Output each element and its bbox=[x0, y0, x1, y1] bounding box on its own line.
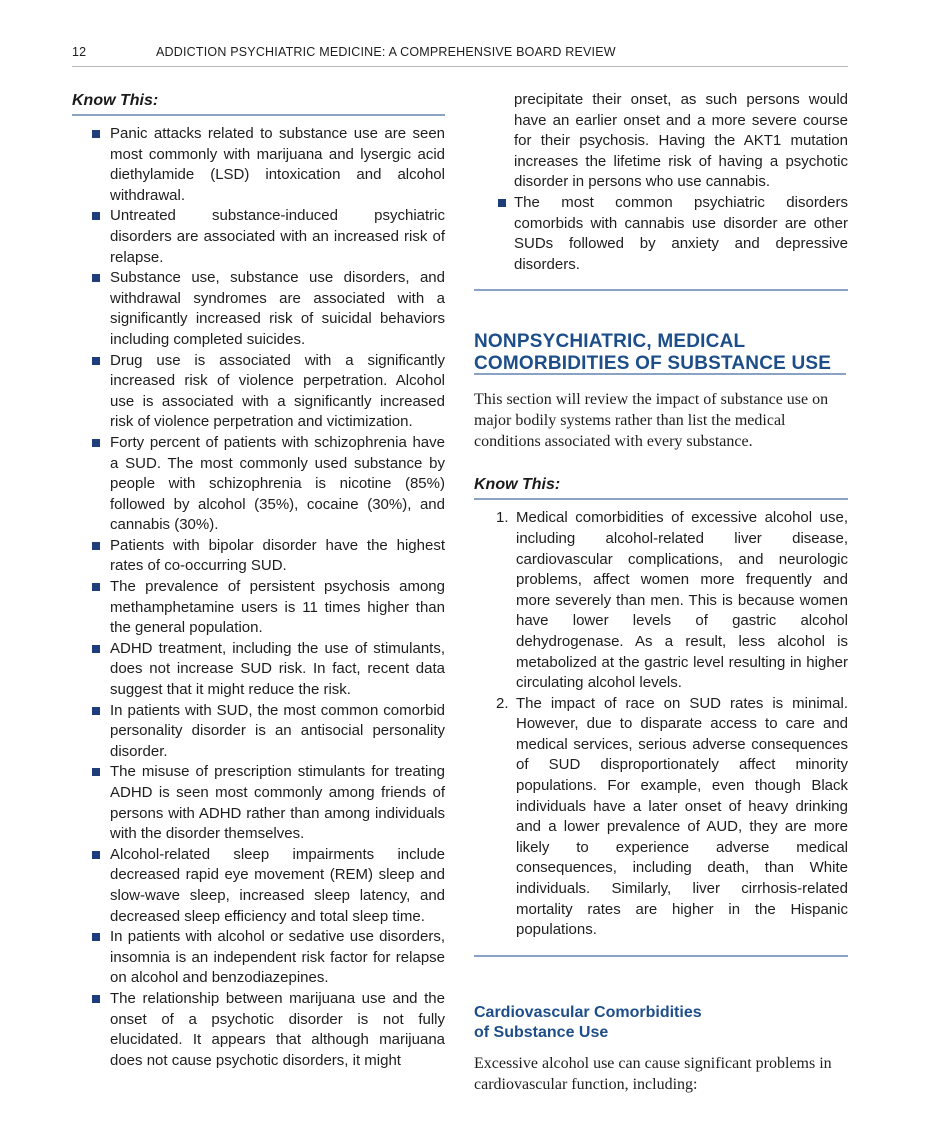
list-item: ADHD treatment, including the use of stimulants, does not increase SUD risk. In fact, recent data suggest that it might reduce the risk. bbox=[72, 639, 445, 701]
square-bullet-icon bbox=[92, 645, 100, 653]
list-item: In patients with SUD, the most common comorbid personality disorder is an antisocial personality disorder. bbox=[72, 701, 445, 763]
running-title: ADDICTION PSYCHIATRIC MEDICINE: A COMPREHENSIVE BOARD REVIEW bbox=[156, 45, 616, 59]
list-item: 2. The impact of race on SUD rates is minimal. However, due to disparate access to care and medical services, serious adverse consequences of SUD disproportionately affect minority populations. For example, even though Black individuals have a later onset of heavy drinking and a lower prevalence of AUD, they are more likely to experience adverse medical consequences, including death, than White individuals. Similarly, liver cirrhosis-related mortality rates are higher in the Hispanic populations. bbox=[496, 694, 848, 939]
square-bullet-icon bbox=[92, 933, 100, 941]
box-bottom-rule bbox=[474, 955, 848, 957]
list-item: The most common psychiatric disorders comorbids with cannabis use disorder are other SUDs followed by anxiety and depressive disorders. bbox=[474, 193, 848, 275]
square-bullet-icon bbox=[92, 768, 100, 776]
list-item: The relationship between marijuana use and the onset of a psychotic disorder is not fully elucidated. It appears that although marijuana does not cause psychotic disorders, it might bbox=[72, 989, 445, 1071]
square-bullet-icon bbox=[92, 707, 100, 715]
know-this-heading: Know This: bbox=[474, 472, 848, 500]
square-bullet-icon bbox=[498, 199, 506, 207]
square-bullet-icon bbox=[92, 851, 100, 859]
body-paragraph: Excessive alcohol use can cause significant problems in cardiovascular function, including: bbox=[474, 1054, 832, 1093]
list-item: The prevalence of persistent psychosis among methamphetamine users is 11 times higher than the general population. bbox=[72, 577, 445, 639]
left-column bbox=[72, 88, 445, 1071]
continued-bullets bbox=[474, 90, 848, 275]
list-item: 1. Medical comorbidities of excessive alcohol use, including alcohol-related liver disease, cardiovascular complications, and neurologic problems, affect women more frequently and more severely than men. This is because women have lower levels of gastric alcohol dehydrogenase. As a result, less alcohol is metabolized at the gastric level resulting in higher circulating alcohol levels. bbox=[496, 509, 848, 692]
box-bottom-rule bbox=[474, 289, 848, 291]
left-bullet-list bbox=[72, 124, 445, 1071]
running-header bbox=[72, 40, 848, 67]
list-item: Drug use is associated with a significantly increased risk of violence perpetration. Alcohol use is associated with a significantly increased risk of violence perpetration and victimization. bbox=[72, 351, 445, 433]
square-bullet-icon bbox=[92, 212, 100, 220]
square-bullet-icon bbox=[92, 583, 100, 591]
section-title: NONPSYCHIATRIC, MEDICAL COMORBIDITIES OF SUBSTANCE USE bbox=[474, 331, 832, 375]
section-intro: This section will review the impact of substance use on major bodily systems rather than list the medical conditions associated with every substance. bbox=[474, 391, 829, 451]
list-item: Alcohol-related sleep impairments include decreased rapid eye movement (REM) sleep and slow-wave sleep, increased sleep latency, and decreased sleep efficiency and total sleep time. bbox=[72, 845, 445, 927]
square-bullet-icon bbox=[92, 995, 100, 1003]
list-item: In patients with alcohol or sedative use disorders, insomnia is an independent risk factor for relapse on alcohol and benzodiazepines. bbox=[72, 927, 445, 989]
subsection-title: Cardiovascular Comorbidities of Substance Use bbox=[474, 1003, 702, 1041]
square-bullet-icon bbox=[92, 439, 100, 447]
numbered-list bbox=[474, 508, 848, 940]
square-bullet-icon bbox=[92, 357, 100, 365]
list-item: Substance use, substance use disorders, and withdrawal syndromes are associated with a significantly increased risk of suicidal behaviors including completed suicides. bbox=[72, 268, 445, 350]
list-item: Patients with bipolar disorder have the highest rates of co-occurring SUD. bbox=[72, 536, 445, 577]
list-item: The misuse of prescription stimulants for treating ADHD is seen most commonly among friends of persons with ADHD rather than among individuals with the disorder themselves. bbox=[72, 762, 445, 844]
square-bullet-icon bbox=[92, 542, 100, 550]
list-item: Forty percent of patients with schizophrenia have a SUD. The most commonly used substance by people with schizophrenia is nicotine (85%) followed by alcohol (35%), cocaine (30%), and cannabis (30%). bbox=[72, 433, 445, 536]
square-bullet-icon bbox=[92, 274, 100, 282]
right-column bbox=[474, 90, 848, 1095]
continued-bullet-text: precipitate their onset, as such persons would have an earlier onset and a more severe course for their psychosis. Having the AKT1 mutation increases the lifetime risk of having a psychotic disorder in persons who use cannabis. bbox=[514, 91, 848, 191]
page-number: 12 bbox=[72, 45, 87, 59]
square-bullet-icon bbox=[92, 130, 100, 138]
list-item: Panic attacks related to substance use are seen most commonly with marijuana and lysergic acid diethylamide (LSD) intoxication and alcohol withdrawal. bbox=[72, 124, 445, 206]
know-this-heading: Know This: bbox=[72, 88, 445, 116]
list-item: Untreated substance-induced psychiatric disorders are associated with an increased risk of relapse. bbox=[72, 206, 445, 268]
